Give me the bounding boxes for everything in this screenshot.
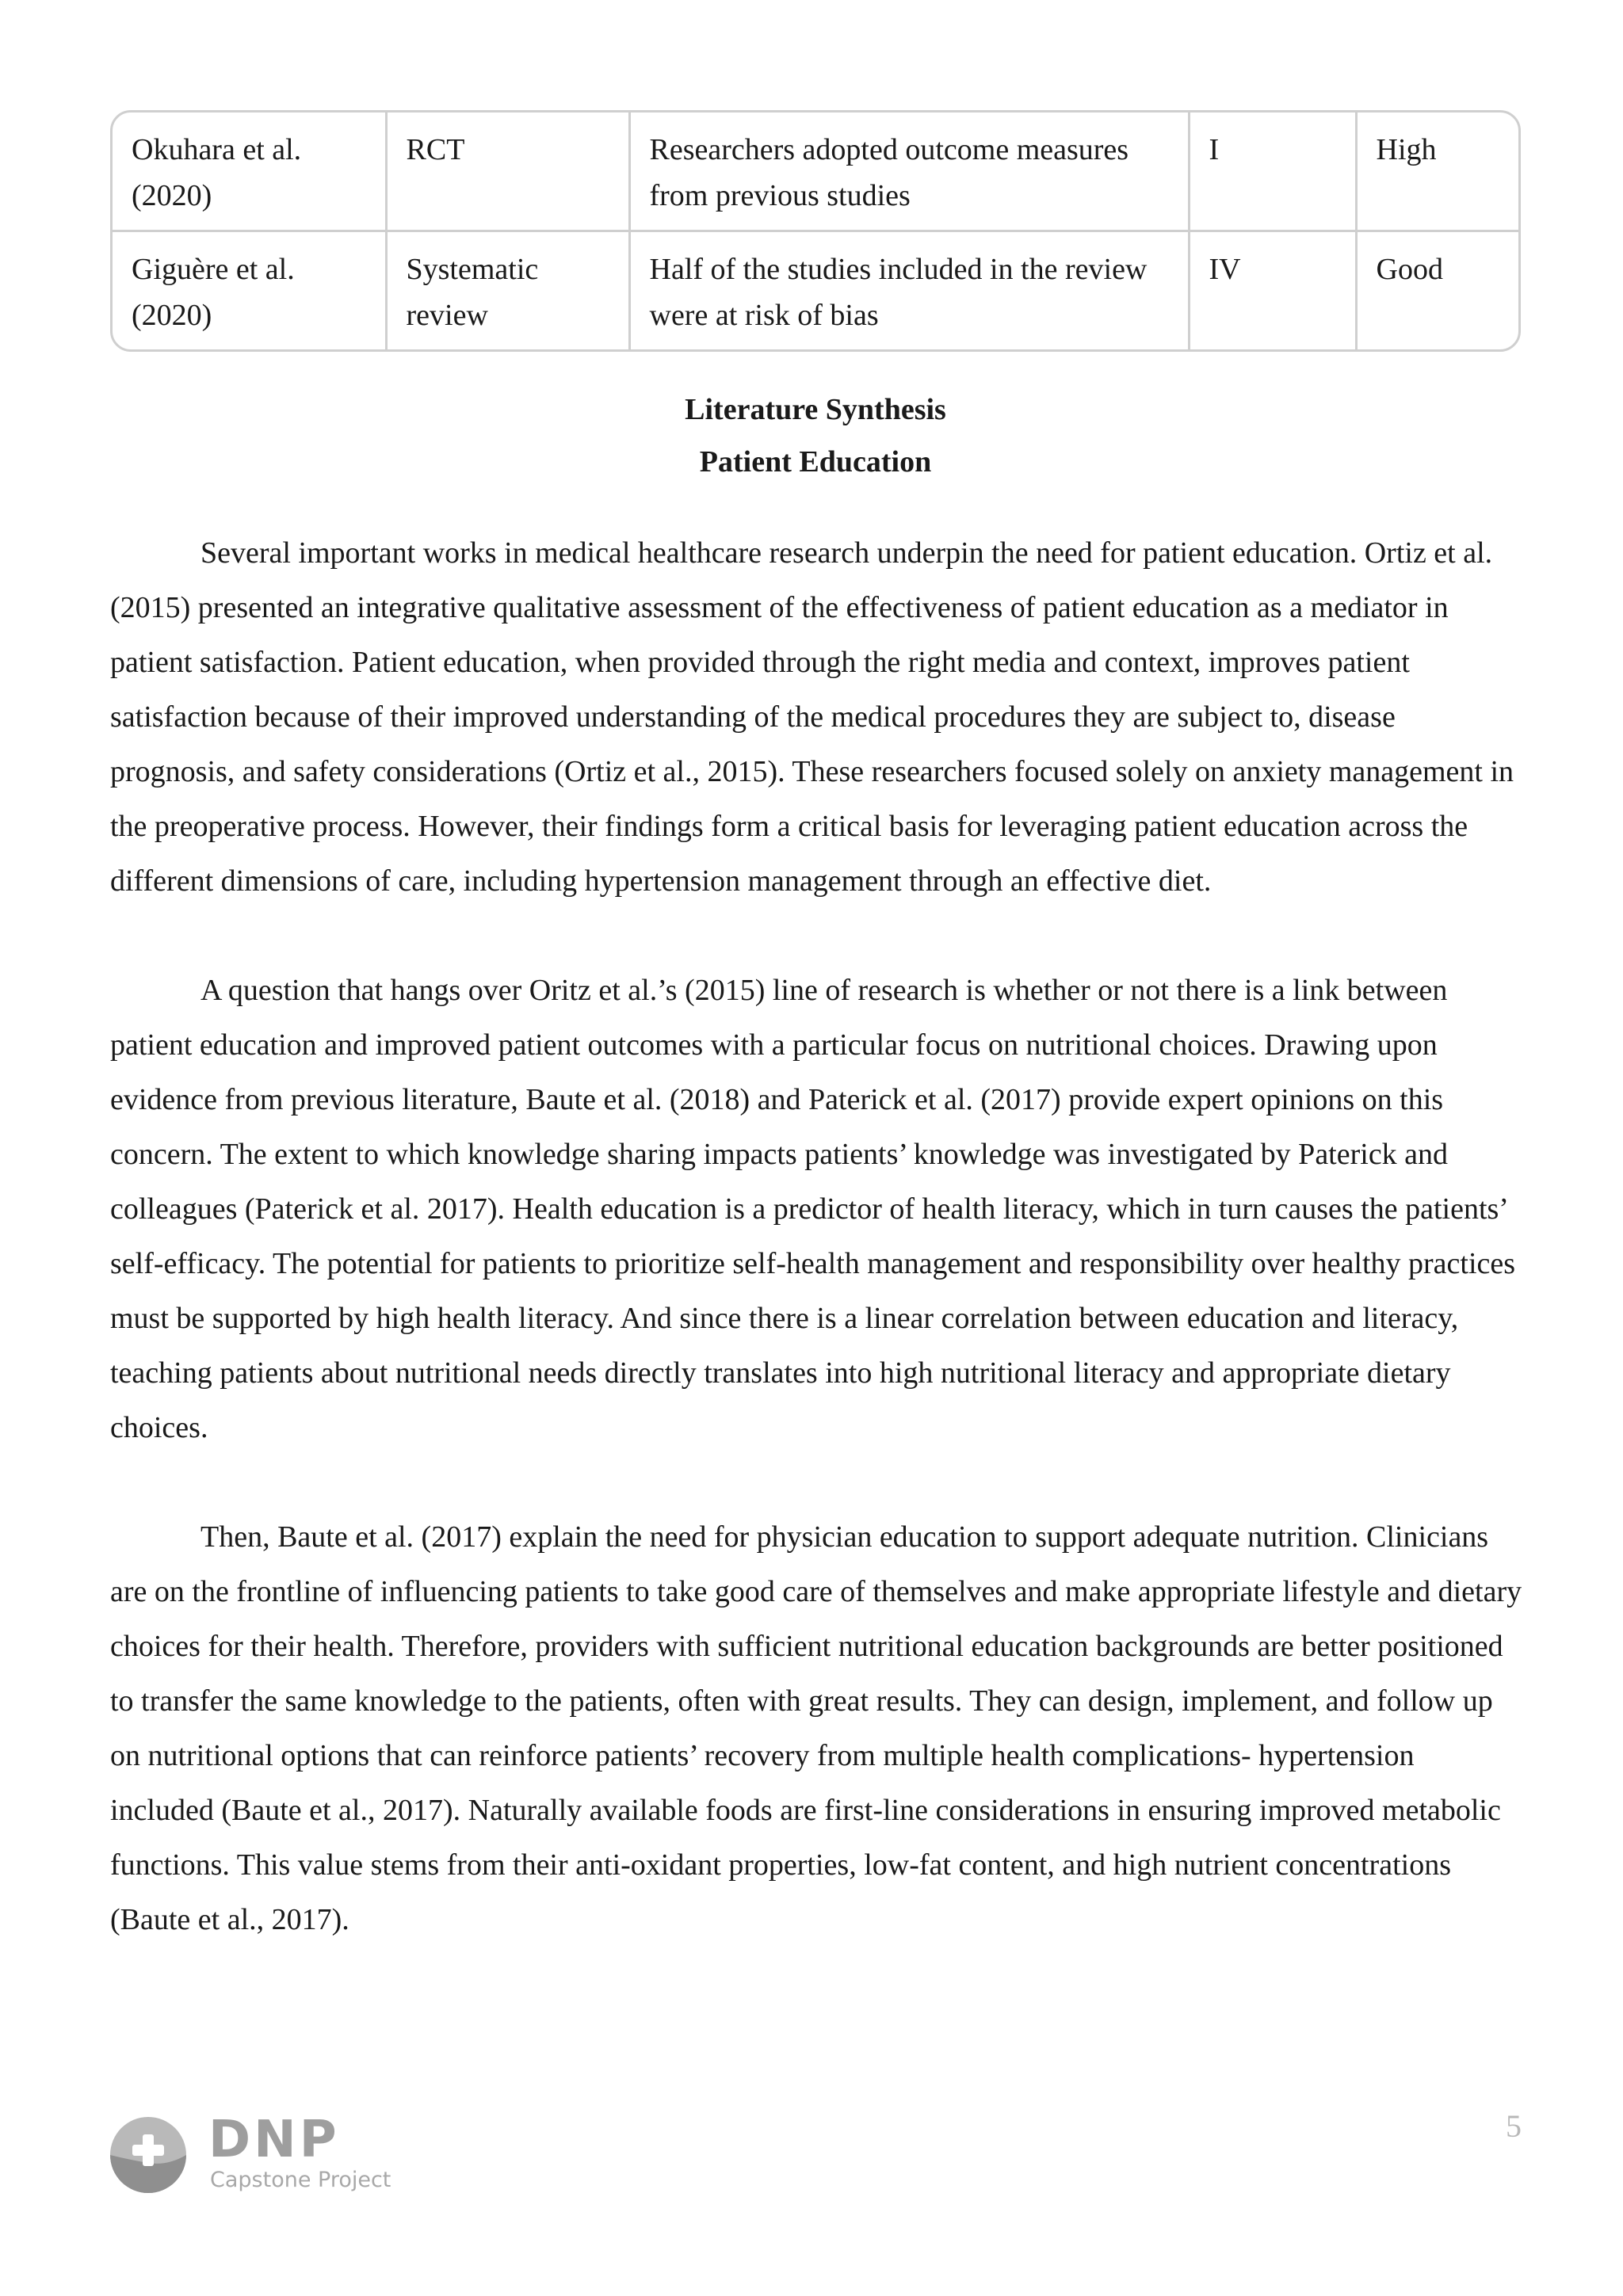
table-cell-level: IV (1189, 231, 1356, 350)
body-text (110, 526, 1522, 2002)
paragraph: Then, Baute et al. (2017) explain the need for physician education to support adequate nutrition. Clinicians are on the frontline of influencing patients to take good care of themselves and make appropriate lifestyle and dietary choices for their health. Therefore, providers with sufficient nutritional education backgrounds are better positioned to transfer the same knowledge to the patients, often with great results. They can design, implement, and follow up on nutritional options that can reinforce patients’ recovery from multiple health complications- hypertension included (Baute et al., 2017). Naturally available foods are first-line considerations in ensuring improved metabolic functions. This value stems from their anti-oxidant properties, low-fat content, and high nutrient concentrations (Baute et al., 2017). (110, 1520, 1522, 1936)
table-cell-design: RCT (386, 113, 629, 231)
logo-subtitle: Capstone Project (210, 2168, 391, 2192)
table-cell-design: Systematic review (386, 231, 629, 350)
section-subtitle: Patient Education (699, 445, 932, 479)
table-row (113, 113, 1521, 231)
table-cell-limitation: Researchers adopted outcome measures from previous studies (629, 113, 1189, 231)
table-cell-author: Giguère et al. (2020) (113, 231, 386, 350)
dnp-logo (110, 2111, 427, 2196)
logo-name: DNP (208, 2111, 340, 2169)
table-row (113, 231, 1521, 350)
evidence-table (110, 110, 1521, 352)
paragraph: A question that hangs over Oritz et al.’s (2015) line of research is whether or not there is a link between patient education and improved patient outcomes with a particular focus on nutritional choices. Drawing upon evidence from previous literature, Baute et al. (2018) and Paterick et al. (2017) provide expert opinions on this concern. The extent to which knowledge sharing impacts patients’ knowledge was investigated by Paterick and colleagues (Paterick et al. 2017). Health education is a predictor of health literacy, which in turn causes the patients’ self-efficacy. The potential for patients to prioritize self-health management and responsibility over healthy practices must be supported by high health literacy. And since there is a linear correlation between education and literacy, teaching patients about nutritional needs directly translates into high nutritional literacy and appropriate dietary choices. (110, 974, 1516, 1444)
table-cell-level: I (1189, 113, 1356, 231)
paragraph: Several important works in medical healthcare research underpin the need for patient education. Ortiz et al. (2015) presented an integrative qualitative assessment of the effectiveness of patient education as a mediator in patient satisfaction. Patient education, when provided through the right media and context, improves patient satisfaction because of their improved understanding of the medical procedures they are subject to, disease prognosis, and safety considerations (Ortiz et al., 2015). These researchers focused solely on anxiety management in the preoperative process. However, their findings form a critical basis for leveraging patient education across the different dimensions of care, including hypertension management through an effective diet. (110, 536, 1514, 898)
table-cell-quality: High (1376, 133, 1437, 166)
table-cell-quality: Good (1356, 231, 1521, 350)
table-cell-author: Okuhara et al. (2020) (113, 113, 386, 231)
page-number: 5 (1506, 2108, 1522, 2144)
medical-cross-logo-icon (110, 2117, 186, 2193)
table-cell-limitation: Half of the studies included in the review were at risk of bias (629, 231, 1189, 350)
section-title: Literature Synthesis (685, 393, 946, 426)
evidence-table-grid (113, 113, 1521, 349)
section-headings (110, 383, 1521, 488)
